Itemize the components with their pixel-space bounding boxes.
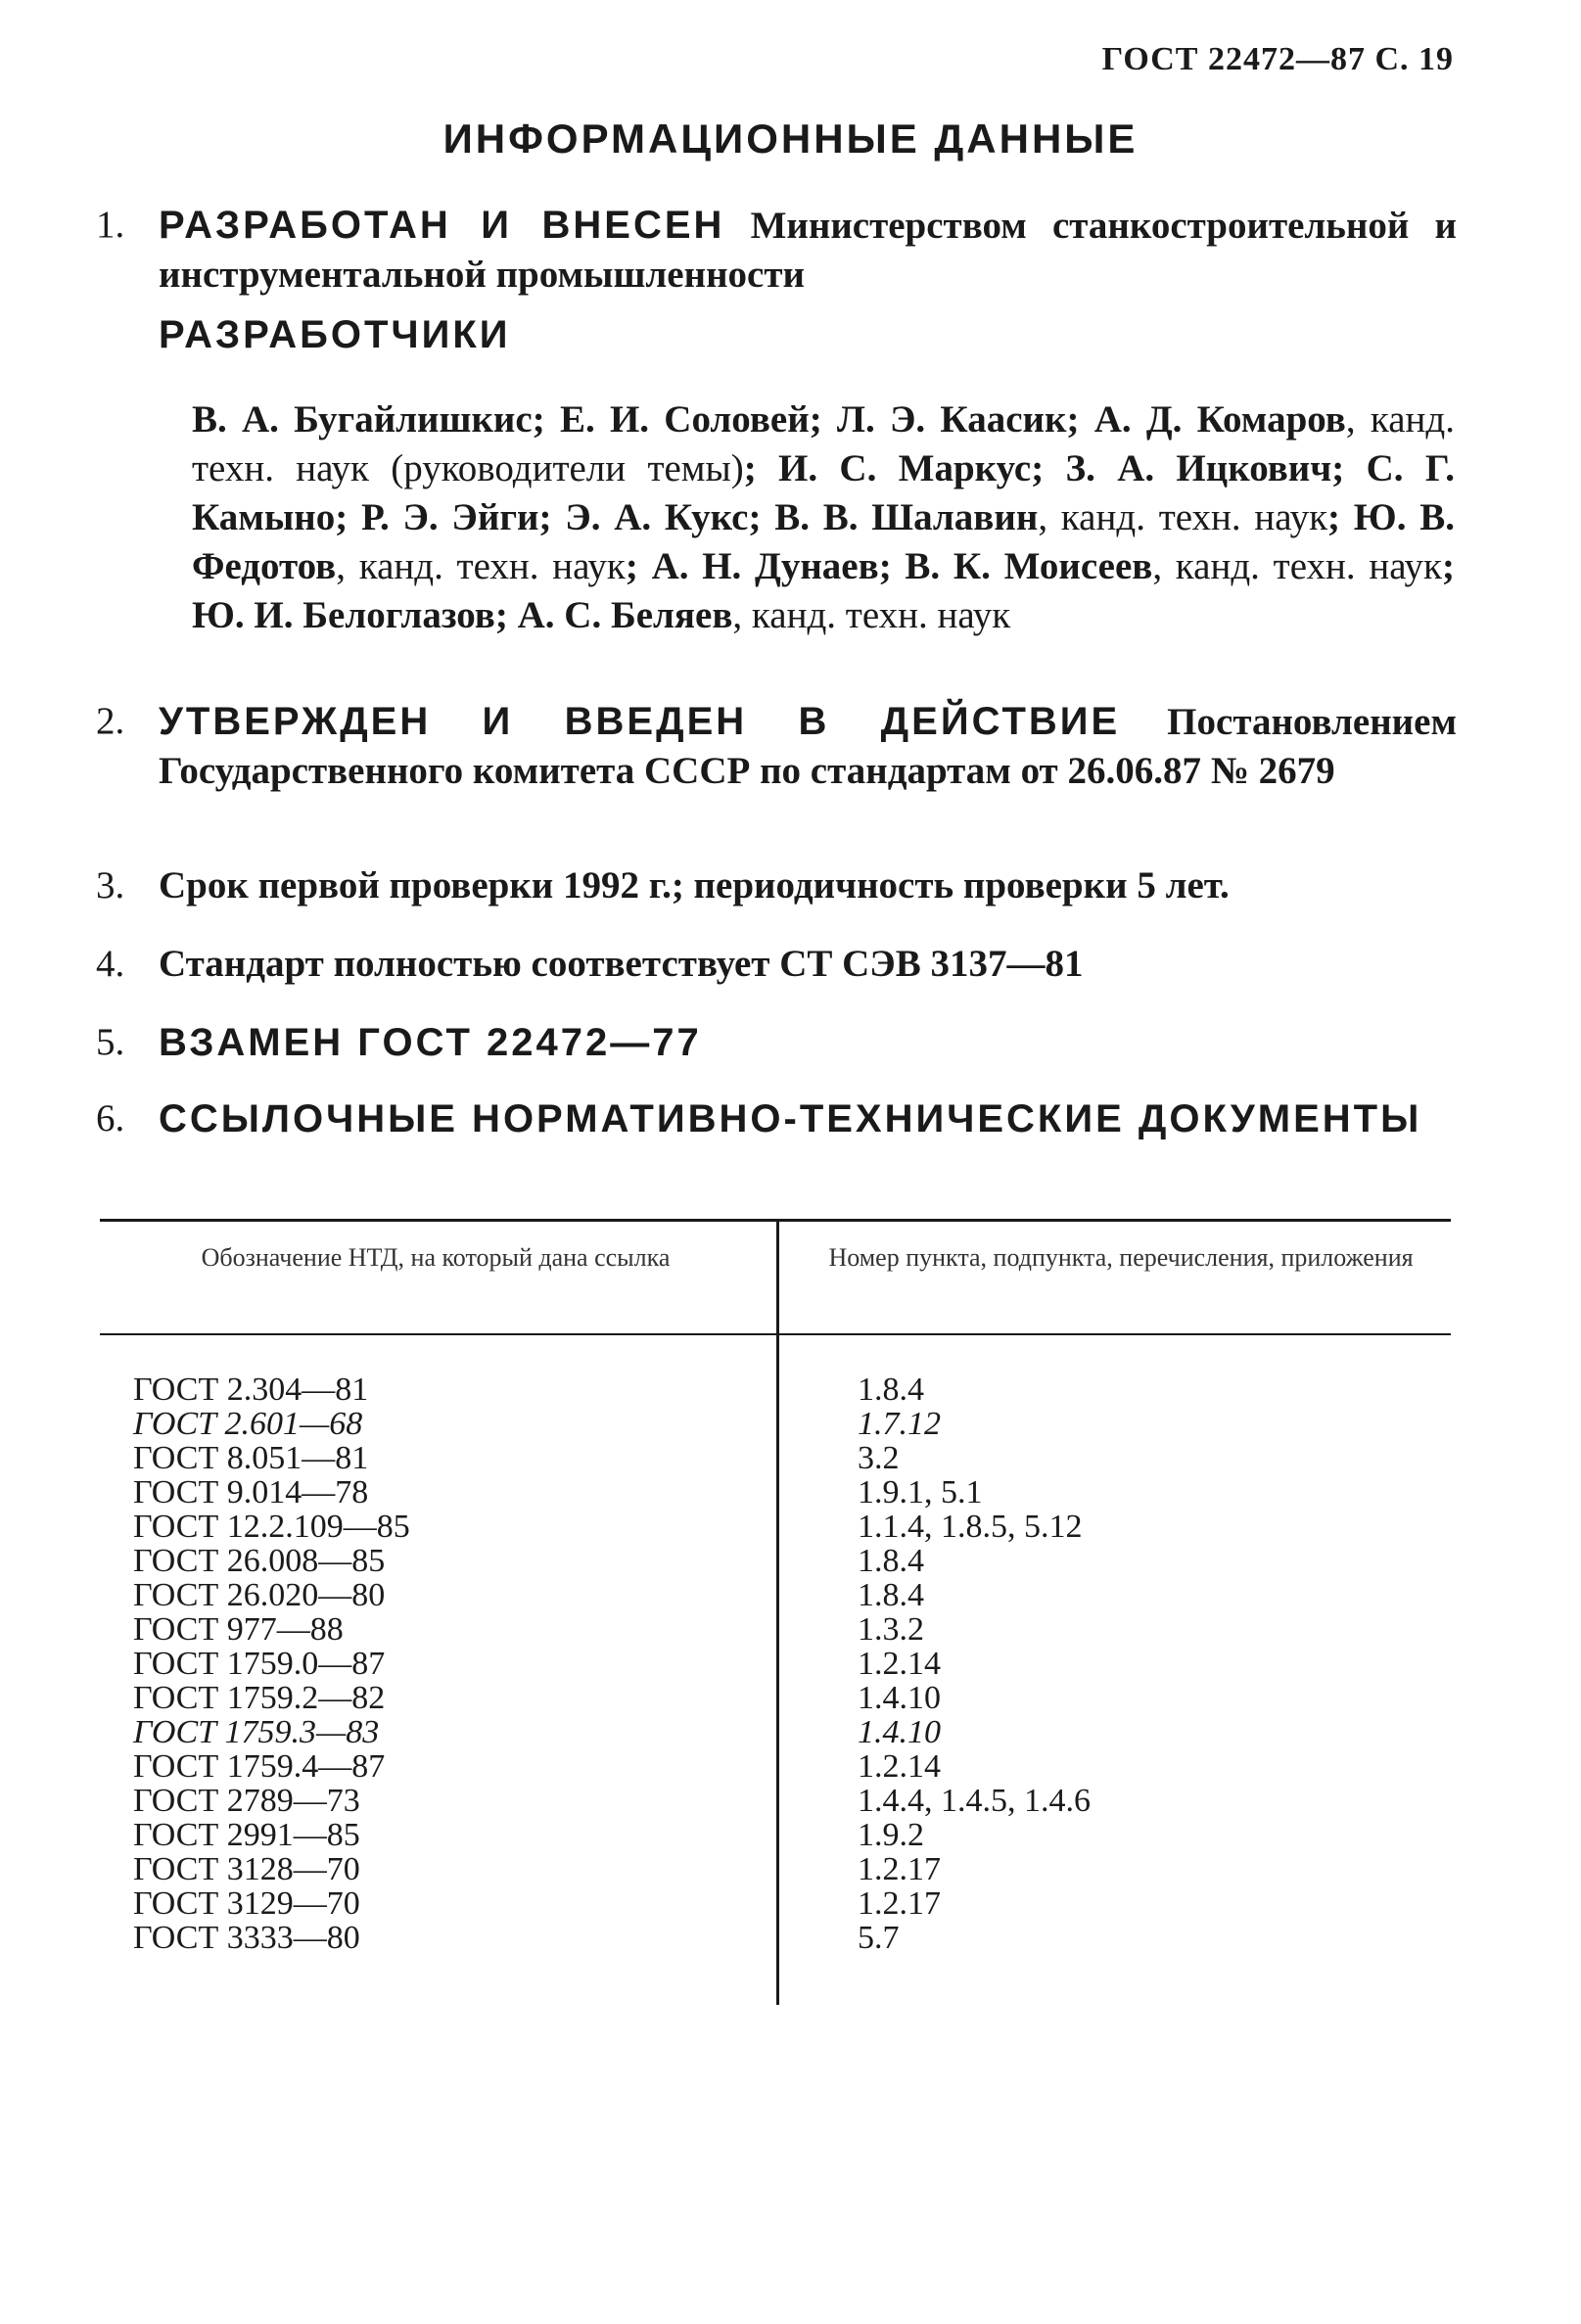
developer-title: , канд. техн. наук (руководители темы) — [192, 398, 1455, 489]
developer-title: , канд. техн. наук — [732, 594, 1011, 636]
developer-separator: ; — [743, 447, 779, 489]
table-cell-document: ГОСТ 2991—85 — [133, 1817, 360, 1853]
developers-heading: РАЗРАБОТЧИКИ — [159, 313, 511, 356]
developer-name: Ю. В. Федотов — [192, 496, 1455, 587]
developer-separator: ; — [538, 496, 566, 538]
table-cell-document: ГОСТ 12.2.109—85 — [133, 1509, 410, 1545]
page-title: ИНФОРМАЦИОННЫЕ ДАННЫЕ — [442, 116, 1139, 162]
table-cell-document: ГОСТ 1759.0—87 — [133, 1646, 386, 1682]
table-cell-clause: 1.2.17 — [858, 1851, 941, 1887]
developer-name: А. С. Беляев — [517, 594, 733, 636]
developer-name: С. Г. Камыно — [192, 447, 1455, 538]
info-item-3 — [96, 861, 1457, 910]
table-cell-clause: 1.4.4, 1.4.5, 1.4.6 — [858, 1783, 1091, 1819]
table-cell-document: ГОСТ 3128—70 — [133, 1851, 360, 1887]
table-cell-document: ГОСТ 977—88 — [133, 1611, 344, 1648]
developer-name: А. Д. Комаров — [1093, 398, 1346, 441]
table-cell-document: ГОСТ 26.008—85 — [133, 1543, 386, 1579]
info-item-5 — [96, 1018, 1457, 1068]
table-cell-clause: 1.2.14 — [858, 1748, 941, 1785]
developer-separator: ; — [1031, 447, 1066, 489]
table-column-documents — [133, 1372, 740, 1955]
developer-separator: ; — [1066, 398, 1094, 441]
item-number: 6. — [96, 1097, 125, 1139]
item-caps: УТВЕРЖДЕН И ВВЕДЕН В ДЕЙСТВИЕ — [159, 700, 1121, 743]
item-number: 5. — [96, 1021, 125, 1063]
developers-list — [192, 395, 1455, 640]
table-cell-clause: 1.4.10 — [858, 1680, 941, 1716]
table-cell-clause: 1.2.17 — [858, 1885, 941, 1922]
table-cell-clause: 1.7.12 — [858, 1406, 941, 1442]
info-item-2 — [96, 697, 1457, 796]
table-header-rule — [100, 1333, 1451, 1335]
developer-name: И. С. Маркус — [778, 447, 1032, 489]
developer-name: Л. Э. Каасик — [836, 398, 1067, 441]
table-column-divider — [776, 1222, 779, 2005]
table-header-clause: Номер пункта, подпункта, перечисления, приложения — [828, 1243, 1414, 1272]
item-number: 4. — [96, 943, 125, 985]
item-text: Министерством станкостроительной и инструментальной промышленности — [159, 205, 1458, 296]
info-item-4 — [96, 940, 1457, 989]
developer-name: Е. И. Соловей — [559, 398, 810, 441]
table-cell-clause: 1.8.4 — [858, 1577, 924, 1613]
table-cell-clause: 1.8.4 — [858, 1543, 924, 1579]
developer-separator: ; — [748, 496, 775, 538]
developer-title: , канд. техн. наук — [336, 545, 626, 587]
table-cell-clause: 1.8.4 — [858, 1371, 924, 1408]
developer-title: , канд. техн. наук — [1152, 545, 1442, 587]
developer-name: В. В. Шалавин — [774, 496, 1039, 538]
table-cell-document: ГОСТ 2789—73 — [133, 1783, 360, 1819]
developer-separator: ; — [532, 398, 560, 441]
developer-name: Ю. И. Белоглазов — [192, 594, 495, 636]
developer-separator: ; — [1331, 447, 1367, 489]
table-cell-document: ГОСТ 26.020—80 — [133, 1577, 386, 1613]
table-top-rule — [100, 1219, 1451, 1222]
developer-separator: ; — [625, 545, 652, 587]
table-cell-clause: 3.2 — [858, 1440, 900, 1476]
table-cell-document: ГОСТ 2.601—68 — [133, 1406, 363, 1442]
developer-separator: ; — [1327, 496, 1354, 538]
table-cell-document: ГОСТ 8.051—81 — [133, 1440, 369, 1476]
developer-name: А. Н. Дунаев — [651, 545, 879, 587]
item-caps: ВЗАМЕН ГОСТ 22472—77 — [159, 1021, 702, 1064]
developer-name: В. К. Моисеев — [905, 545, 1153, 587]
developer-separator: ; — [335, 496, 361, 538]
info-item-1 — [96, 201, 1457, 300]
table-cell-document: ГОСТ 1759.3—83 — [133, 1714, 380, 1750]
running-head: ГОСТ 22472—87 С. 19 — [1101, 41, 1454, 77]
table-cell-document: ГОСТ 1759.2—82 — [133, 1680, 386, 1716]
table-column-clauses — [858, 1372, 1406, 1955]
item-number: 3. — [96, 864, 125, 906]
developer-separator: ; — [494, 594, 518, 636]
item-caps: РАЗРАБОТАН И ВНЕСЕН — [159, 204, 725, 247]
table-cell-document: ГОСТ 9.014—78 — [133, 1474, 369, 1511]
item-text: Стандарт полностью соответствует СТ СЭВ 3137—81 — [159, 943, 1084, 985]
table-cell-document: ГОСТ 3129—70 — [133, 1885, 360, 1922]
developer-separator: ; — [1441, 545, 1455, 587]
table-cell-document: ГОСТ 1759.4—87 — [133, 1748, 386, 1785]
item-text: Срок первой проверки 1992 г.; периодичность проверки 5 лет. — [159, 864, 1230, 906]
table-cell-clause: 1.3.2 — [858, 1611, 924, 1648]
developer-title: , канд. техн. наук — [1038, 496, 1328, 538]
developer-name: Э. А. Кукс — [565, 496, 749, 538]
table-cell-clause: 1.9.2 — [858, 1817, 924, 1853]
table-cell-clause: 1.4.10 — [858, 1714, 941, 1750]
developer-separator: ; — [878, 545, 906, 587]
table-cell-clause: 1.2.14 — [858, 1646, 941, 1682]
item-number: 2. — [96, 700, 125, 742]
table-cell-clause: 1.9.1, 5.1 — [858, 1474, 983, 1511]
developer-name: В. А. Бугайлишкис — [192, 398, 533, 441]
table-cell-document: ГОСТ 3333—80 — [133, 1920, 360, 1956]
table-header-document: Обозначение НТД, на который дана ссылка — [201, 1243, 671, 1272]
table-cell-document: ГОСТ 2.304—81 — [133, 1371, 369, 1408]
item-caps: ССЫЛОЧНЫЕ НОРМАТИВНО-ТЕХНИЧЕСКИЕ ДОКУМЕНТЫ — [159, 1097, 1422, 1140]
developer-name: З. А. Ицкович — [1065, 447, 1332, 489]
developer-separator: ; — [809, 398, 837, 441]
developer-name: Р. Э. Эйги — [361, 496, 539, 538]
table-cell-clause: 1.1.4, 1.8.5, 5.12 — [858, 1509, 1083, 1545]
info-item-6 — [96, 1094, 1457, 1144]
item-number: 1. — [96, 204, 125, 246]
table-cell-clause: 5.7 — [858, 1920, 900, 1956]
item-text: Постановлением Государственного комитета СССР по стандартам от 26.06.87 № 2679 — [159, 701, 1458, 792]
